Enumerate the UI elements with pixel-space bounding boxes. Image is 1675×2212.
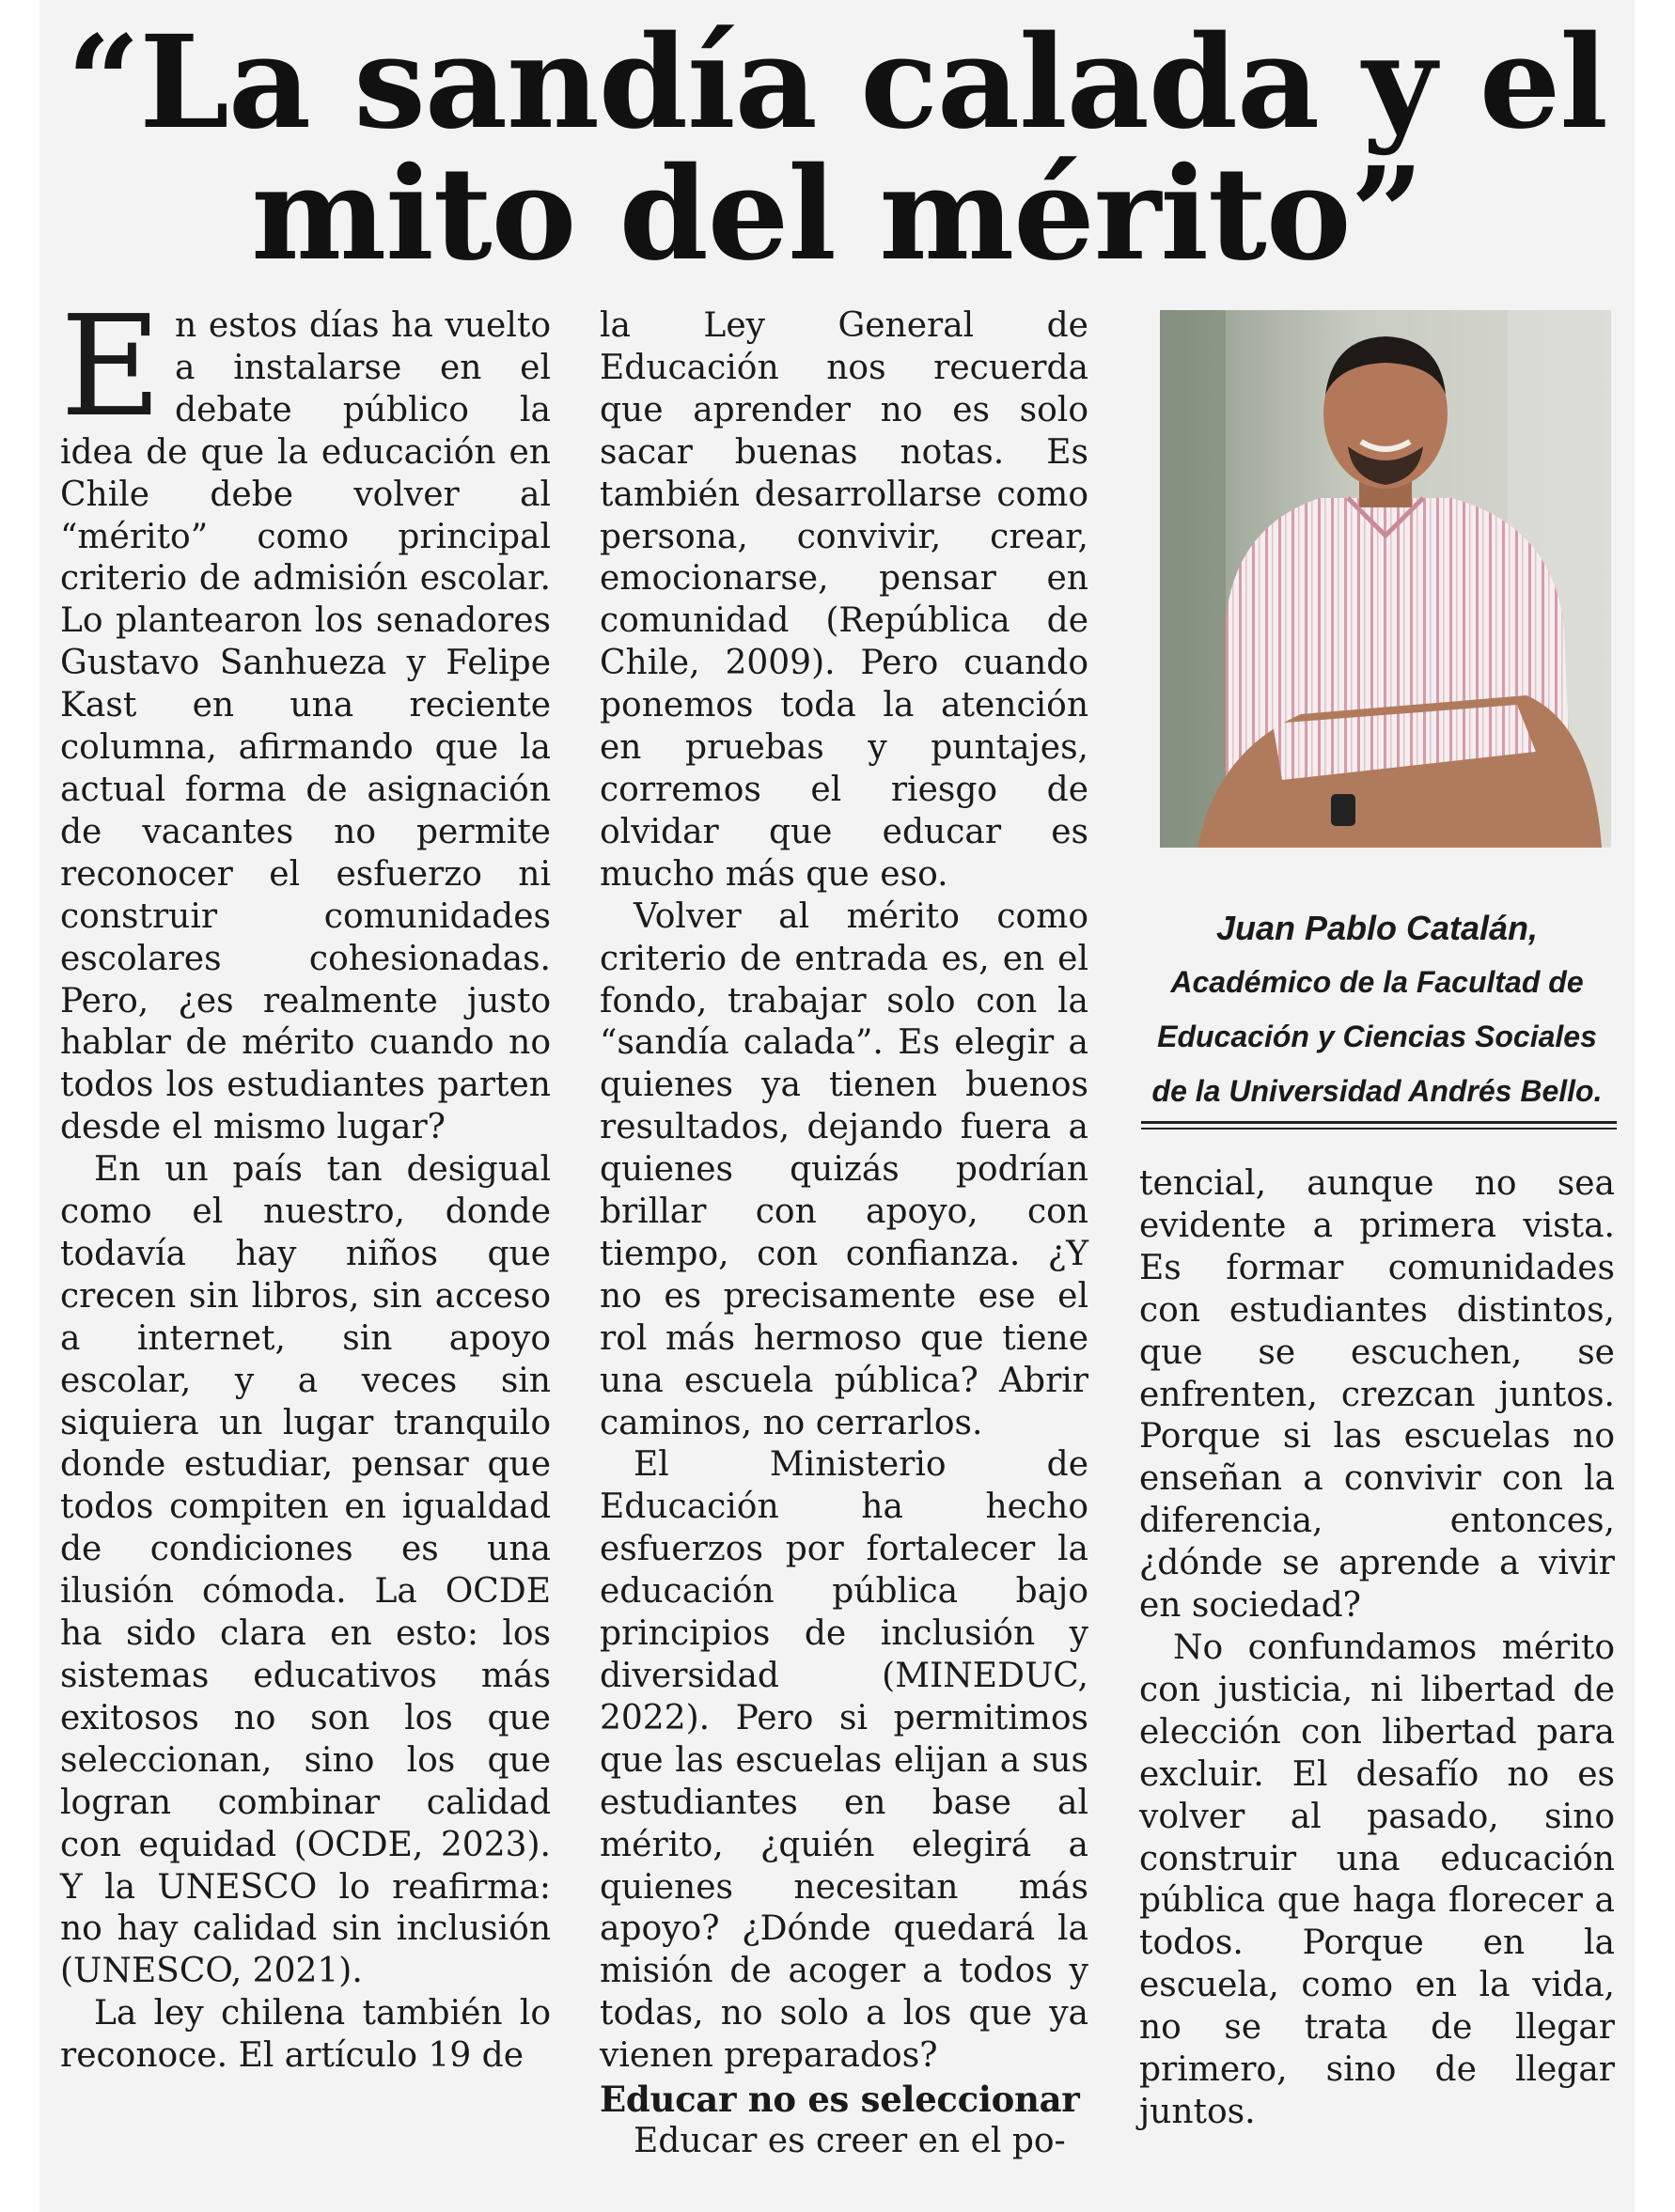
byline-divider <box>1141 1121 1617 1129</box>
author-byline <box>1139 902 1615 1118</box>
author-role-line-2: Educación y Ciencias Sociales <box>1157 1020 1597 1053</box>
paragraph-6: El Ministerio de Educación ha hecho esfuerzos por fortalecer la educación pública bajo principios de inclusión y diversidad (MINEDUC, 2022). Pero si permitimos que las escuelas elijan a sus estudiantes en base al mérito, ¿quién elegirá a quienes necesitan más apoyo? ¿Dónde quedará la misión de acoger a todos y todas, no solo a los que ya vienen preparados? <box>600 1445 1088 2076</box>
paragraph-4: la Ley General de Educación nos recuerda que aprender no es solo sacar buenas notas. Es también desarrollarse como persona, convivir, crear, emocionarse, pensar en comunidad (República de Chile, 2009). Pero cuando ponemos toda la atención en pruebas y puntajes, corremos el riesgo de olvidar que educar es mucho más que eso. <box>600 306 1088 894</box>
headline-line-1: “La sandía calada y el <box>67 8 1607 158</box>
paragraph-9: No confundamos mérito con justicia, ni libertad de elección con libertad para excluir. El desafío no es volver al pasado, sino construir una educación pública que haga florecer a todos. Porque en la escuela, como en la vida, no se trata de llegar primero, sino de llegar juntos. <box>1139 1628 1615 2131</box>
paragraph-1 <box>60 286 551 1149</box>
author-role-line-3: de la Universidad Andrés Bello. <box>1151 1074 1603 1108</box>
paragraph-7: Educar es creer en el po- <box>634 2122 1066 2161</box>
section-subheading: Educar no es seleccionar <box>600 2079 1080 2121</box>
column-3 <box>1139 1163 1615 2134</box>
headline-line-2: mito del mérito” <box>251 139 1423 289</box>
paragraph-1-text: n estos días ha vuelto a instalarse en el debate público la idea de que la educación en Chile debe volver al “mérito” como principal criterio de admisión escolar. Lo plantearon los senadores Gustavo Sanhueza y Felipe Kast en una reciente columna, afirmando que la actual forma de asignación de vacantes no permite reconocer el esfuerzo ni construir comunidades escolares cohesionadas. Pero, ¿es realmente justo hablar de mérito cuando no todos los estudiantes parten desde el mismo lugar? <box>60 306 551 1147</box>
paragraph-5: Volver al mérito como criterio de entrada es, en el fondo, trabajar solo con la “sandía calada”. Es elegir a quienes ya tienen buenos resultados, dejando fuera a quienes quizás podrían brillar con apoyo, con tiempo, con confianza. ¿Y no es precisamente ese el rol más hermoso que tiene una escuela pública? Abrir caminos, no cerrarlos. <box>600 896 1088 1442</box>
author-name: Juan Pablo Catalán, <box>1215 909 1539 947</box>
column-2 <box>600 305 1088 2163</box>
author-portrait-icon <box>1160 310 1611 848</box>
author-photo <box>1160 310 1611 848</box>
paragraph-8: tencial, aunque no sea evidente a primera vista. Es formar comunidades con estudiantes distintos, que se escuchen, se enfrenten, crezcan juntos. Porque si las escuelas no enseñan a convivir con la diferencia, entonces, ¿dónde se aprende a vivir en sociedad? <box>1139 1164 1615 1626</box>
column-1 <box>60 286 551 2078</box>
author-role-line-1: Académico de la Facultad de <box>1170 965 1584 999</box>
paragraph-2: En un país tan desigual como el nuestro, donde todavía hay niños que crecen sin libros, sin acceso a internet, sin apoyo escolar, y a veces sin siquiera un lugar tranquilo donde estudiar, pensar que todos compiten en igualdad de condiciones es una ilusión cómoda. La OCDE ha sido clara en esto: los sistemas educativos más exitosos no son los que seleccionan, sino los que logran combinar calidad con equidad (OCDE, 2023). Y la UNESCO lo reafirma: no hay calidad sin inclusión (UNESCO, 2021). <box>60 1150 551 1991</box>
drop-cap: E <box>60 286 163 447</box>
headline <box>39 8 1635 289</box>
paragraph-3: La ley chilena también lo reconoce. El artículo 19 de <box>60 1994 551 2076</box>
